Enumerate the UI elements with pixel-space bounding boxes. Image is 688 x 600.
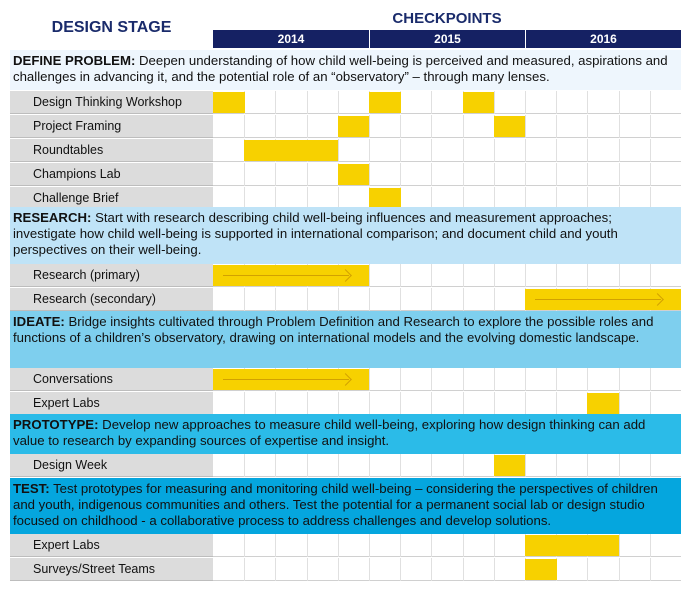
task-track-define-1 — [213, 115, 681, 138]
checkpoint-marker — [338, 164, 370, 185]
task-label-research-0: Research (primary) — [10, 264, 213, 287]
gridline — [275, 91, 276, 114]
checkpoint-marker — [369, 188, 401, 209]
gridline — [400, 392, 401, 415]
task-track-define-0 — [213, 91, 681, 114]
stage-text-define: Deepen understanding of how child well-being is perceived and measured, aspirations and challenges in advancing it, and the potential role of an “observatory” – through many lenses. — [13, 53, 668, 84]
gridline — [525, 368, 526, 391]
gridline — [650, 163, 651, 186]
gridline — [650, 91, 651, 114]
gridline — [431, 558, 432, 581]
gridline — [463, 264, 464, 287]
gridline — [556, 392, 557, 415]
gridline — [431, 264, 432, 287]
gridline — [494, 163, 495, 186]
year-2015-header: 2015 — [370, 30, 525, 48]
checkpoint-marker — [525, 535, 557, 556]
gridline — [400, 264, 401, 287]
gridline — [369, 454, 370, 477]
gridline — [275, 115, 276, 138]
task-label-prototype-0: Design Week — [10, 454, 213, 477]
gridline — [587, 264, 588, 287]
checkpoint-marker — [556, 535, 588, 556]
stage-description-ideate — [10, 311, 681, 368]
gridline — [619, 91, 620, 114]
task-track-test-1 — [213, 558, 681, 581]
gridline — [556, 115, 557, 138]
duration-arrow-icon — [535, 299, 661, 300]
gridline — [650, 454, 651, 477]
gridline — [587, 115, 588, 138]
gridline — [369, 288, 370, 311]
duration-arrow-icon — [223, 275, 349, 276]
checkpoint-marker — [275, 140, 307, 161]
stage-text-ideate: Bridge insights cultivated through Problem Definition and Research to explore the possible roles and functions of a children’s observatory, drawing on international models and the evolving domestic landscape. — [13, 314, 654, 345]
task-track-research-0 — [213, 264, 681, 287]
gridline — [650, 139, 651, 162]
task-label-ideate-1: Expert Labs — [10, 392, 213, 415]
gridline — [619, 454, 620, 477]
gridline — [400, 139, 401, 162]
gridline — [338, 534, 339, 557]
gridline — [275, 558, 276, 581]
gridline — [275, 534, 276, 557]
gridline — [400, 288, 401, 311]
stage-title-prototype: PROTOTYPE: — [13, 417, 99, 432]
gridline — [463, 288, 464, 311]
gridline — [494, 264, 495, 287]
task-label-test-0: Expert Labs — [10, 534, 213, 557]
gridline — [431, 163, 432, 186]
gridline — [619, 115, 620, 138]
gridline — [369, 558, 370, 581]
gridline — [369, 534, 370, 557]
gridline — [463, 139, 464, 162]
gridline — [556, 163, 557, 186]
gridline — [619, 558, 620, 581]
checkpoint-marker — [213, 92, 245, 113]
gridline — [650, 534, 651, 557]
gridline — [650, 264, 651, 287]
gridline — [400, 115, 401, 138]
gridline — [244, 534, 245, 557]
gridline — [494, 534, 495, 557]
year-2014-header: 2014 — [213, 30, 369, 48]
checkpoint-marker — [338, 116, 370, 137]
gridline — [463, 534, 464, 557]
stage-text-research: Start with research describing child well-being influences and measurement approaches; investigate how child well-being is supported in international comparison; and document child and youth perspectives on their well-being. — [13, 210, 618, 257]
gridline — [431, 115, 432, 138]
task-label-research-1: Research (secondary) — [10, 288, 213, 311]
gridline — [275, 288, 276, 311]
gridline — [400, 163, 401, 186]
gridline — [525, 163, 526, 186]
gridline — [400, 534, 401, 557]
gridline — [244, 558, 245, 581]
gridline — [307, 454, 308, 477]
gridline — [525, 91, 526, 114]
gridline — [619, 264, 620, 287]
gridline — [400, 368, 401, 391]
stage-description-test — [10, 478, 681, 534]
gridline — [307, 534, 308, 557]
checkpoints-header: CHECKPOINTS — [392, 9, 502, 27]
gridline — [244, 288, 245, 311]
stage-title-test: TEST: — [13, 481, 50, 496]
gridline — [463, 558, 464, 581]
task-label-ideate-0: Conversations — [10, 368, 213, 391]
stage-description-define — [10, 50, 681, 90]
task-track-research-1 — [213, 288, 681, 311]
gridline — [431, 139, 432, 162]
task-track-test-0 — [213, 534, 681, 557]
gridline — [494, 139, 495, 162]
checkpoint-marker — [369, 92, 401, 113]
gridline — [431, 534, 432, 557]
gridline — [650, 392, 651, 415]
gridline — [338, 392, 339, 415]
gridline — [244, 392, 245, 415]
stage-text-test: Test prototypes for measuring and monitoring child well-being – considering the perspectives of children and youth, indigenous communities and others. Test the potential for a permanent social lab or design studio focused on childhood - a collaborative process to address challenges and develop solutions. — [13, 481, 658, 528]
gridline — [525, 264, 526, 287]
gridline — [556, 264, 557, 287]
design-stage-header: DESIGN STAGE — [51, 19, 172, 36]
checkpoint-marker — [525, 559, 557, 580]
gridline — [463, 454, 464, 477]
gridline — [556, 91, 557, 114]
checkpoint-marker — [494, 116, 526, 137]
gridline — [525, 392, 526, 415]
stage-description-prototype — [10, 414, 681, 454]
gridline — [338, 454, 339, 477]
task-track-define-2 — [213, 139, 681, 162]
gridline — [525, 139, 526, 162]
gridline — [494, 558, 495, 581]
checkpoint-marker — [463, 92, 495, 113]
gridline — [275, 392, 276, 415]
task-label-define-0: Design Thinking Workshop — [10, 91, 213, 114]
task-label-define-3: Champions Lab — [10, 163, 213, 186]
gridline — [338, 288, 339, 311]
gridline — [587, 454, 588, 477]
stage-title-ideate: IDEATE: — [13, 314, 65, 329]
gridline — [275, 454, 276, 477]
gridline — [587, 368, 588, 391]
gridline — [307, 392, 308, 415]
task-label-define-4: Challenge Brief — [10, 187, 213, 210]
gridline — [431, 392, 432, 415]
checkpoint-marker — [244, 140, 276, 161]
year-2016-header: 2016 — [526, 30, 681, 48]
gridline — [587, 558, 588, 581]
gridline — [619, 139, 620, 162]
duration-arrow-icon — [223, 379, 349, 380]
checkpoint-marker — [587, 535, 619, 556]
task-track-ideate-0 — [213, 368, 681, 391]
gridline — [431, 368, 432, 391]
gridline — [338, 91, 339, 114]
checkpoint-marker — [494, 455, 526, 476]
gridline — [369, 139, 370, 162]
stage-text-prototype: Develop new approaches to measure child well-being, exploring how design thinking can add value to research by expanding sources of expertise and insight. — [13, 417, 646, 448]
task-label-define-1: Project Framing — [10, 115, 213, 138]
gridline — [650, 115, 651, 138]
gridline — [650, 558, 651, 581]
task-track-ideate-1 — [213, 392, 681, 415]
task-label-define-2: Roundtables — [10, 139, 213, 162]
gridline — [244, 115, 245, 138]
gridline — [587, 163, 588, 186]
stage-title-research: RESEARCH: — [13, 210, 92, 225]
gridline — [275, 163, 276, 186]
gridline — [400, 454, 401, 477]
gridline — [463, 163, 464, 186]
gridline — [307, 91, 308, 114]
gridline — [431, 454, 432, 477]
gridline — [556, 454, 557, 477]
task-track-define-3 — [213, 163, 681, 186]
gridline — [244, 163, 245, 186]
stage-title-define: DEFINE PROBLEM: — [13, 53, 136, 68]
gridline — [307, 115, 308, 138]
gridline — [307, 288, 308, 311]
gridline — [431, 288, 432, 311]
gridline — [244, 454, 245, 477]
gridline — [556, 368, 557, 391]
gridline — [463, 368, 464, 391]
gridline — [556, 139, 557, 162]
gridline — [463, 392, 464, 415]
gridline — [400, 558, 401, 581]
gridline — [369, 392, 370, 415]
gridline — [619, 163, 620, 186]
gridline — [587, 91, 588, 114]
task-track-prototype-0 — [213, 454, 681, 477]
gridline — [431, 91, 432, 114]
gridline — [587, 139, 588, 162]
gridline — [494, 288, 495, 311]
gridline — [494, 392, 495, 415]
gridline — [494, 368, 495, 391]
gridline — [650, 368, 651, 391]
checkpoint-marker — [307, 140, 339, 161]
gridline — [463, 115, 464, 138]
gridline — [307, 163, 308, 186]
gridline — [619, 368, 620, 391]
gridline — [338, 558, 339, 581]
gridline — [307, 558, 308, 581]
task-label-test-1: Surveys/Street Teams — [10, 558, 213, 581]
checkpoint-marker — [587, 393, 619, 414]
stage-description-research — [10, 207, 681, 264]
